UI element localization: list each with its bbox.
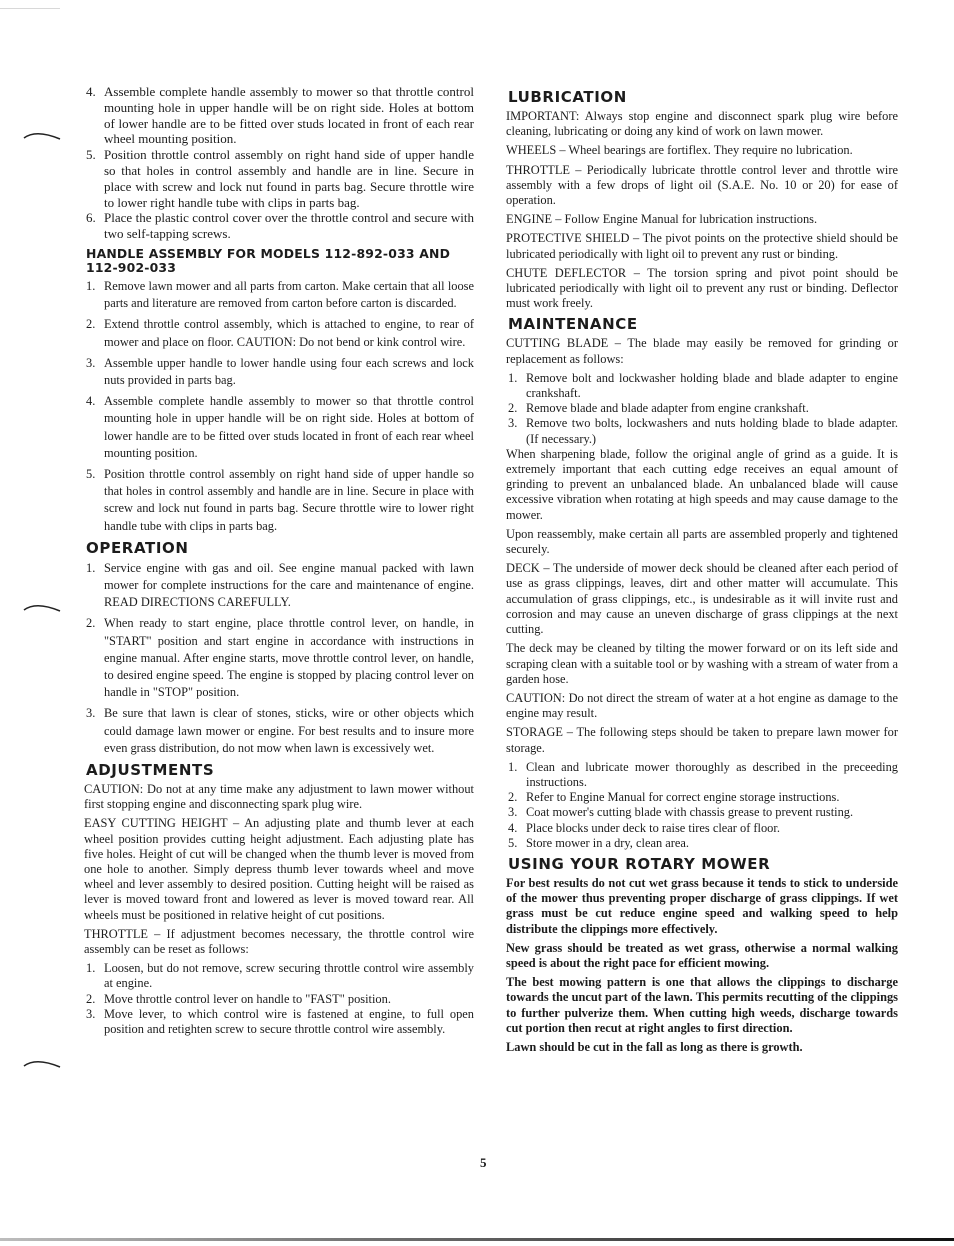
handle-assembly-steps [84, 278, 474, 535]
list-item: 2. Extend throttle control assembly, which is attached to engine, to rear of mower and place on floor. CAUTION: Do not bend or kink control wire. [86, 317, 474, 349]
binder-hole-mark-middle [22, 602, 62, 612]
handle-assembly-heading: HANDLE ASSEMBLY FOR MODELS 112-892-033 AND 112-902-033 [86, 245, 451, 275]
scan-artifact-bottom-edge [0, 1238, 954, 1241]
list-item: 5. Position throttle control assembly on right hand side of upper handle so that holes in control assembly and handle are in line. Secure in place with screw and lock nut found in parts bag. Secure throttle wire to lower right handle tube with clips in parts bag. [86, 147, 474, 210]
maintenance-heading: MAINTENANCE [508, 315, 638, 334]
list-item: 1. Remove lawn mower and all parts from carton. Make certain that all loose parts and literature are removed from carton before carton is discarded. [86, 278, 474, 311]
list-item: 4. Assemble complete handle assembly to mower so that throttle control mounting hole in upper handle will be on right side. Holes at bottom of lower handle are to be fitted over studs located in front of each rear wheel mounting position. [86, 394, 474, 460]
right-column [506, 84, 898, 1059]
list-item: 1. Service engine with gas and oil. See engine manual packed with lawn mower for complete instructions for the care and maintenance of engine. READ DIRECTIONS CAREFULLY. [86, 560, 474, 610]
throttle-adjustment-steps [84, 961, 474, 1037]
operation-heading: OPERATION [86, 538, 189, 557]
assembly-steps-continued [84, 84, 474, 242]
operation-steps [84, 560, 474, 757]
deck-paragraph: DECK – The underside of mower deck should be cleaned after each period of use as grass clippings, leaves, dirt and other matter will accumulate. This accumulation of grass clippings, etc., is undesirable as it will invite rust and corrosion and may cause an uneven discharge of grass clippings at the next cutting. [506, 561, 898, 637]
list-item: 6. Place the plastic control cover over the throttle control and secure with two self-tapping screws. [86, 210, 474, 242]
list-item: 4. Place blocks under deck to raise tires clear of floor. [508, 820, 780, 835]
blade-removal-steps [506, 371, 898, 447]
throttle-adjustment-paragraph: THROTTLE – If adjustment becomes necessary, the throttle control wire assembly can be reset as follows: [84, 926, 474, 957]
lubrication-wheels: WHEELS – Wheel bearings are fortiflex. They require no lubrication. [506, 143, 853, 158]
list-item: 3. Move lever, to which control wire is fastened at engine, to full open position and retighten screw to secure throttle control wire assembly. [86, 1006, 474, 1037]
lubrication-important: IMPORTANT: Always stop engine and disconnect spark plug wire before cleaning, lubricating or doing any kind of work on lawn mower. [506, 109, 898, 139]
deck-cleaning-paragraph: The deck may be cleaned by tilting the mower forward or on its left side and scraping clean with a suitable tool or by washing with a stream of water from a garden hose. [506, 641, 898, 686]
using-paragraph-fall-cutting: Lawn should be cut in the fall as long as there is growth. [506, 1039, 803, 1054]
using-paragraph-mowing-pattern: The best mowing pattern is one that allows the clippings to discharge towards the uncut part of the lawn. This permits recutting of the clippings to further pulverize them. When cutting high weeds, discharge towards cut portion then recut at right angles to first direction. [506, 975, 898, 1035]
lubrication-protective-shield: PROTECTIVE SHIELD – The pivot points on the protective shield should be lubricated periodically with light oil to prevent any rust or binding. [506, 231, 898, 261]
storage-steps [506, 760, 898, 851]
adjustments-heading: ADJUSTMENTS [86, 761, 215, 780]
deck-caution: CAUTION: Do not direct the stream of water at a hot engine as damage to the engine may result. [506, 690, 898, 721]
list-item: 4. Assemble complete handle assembly to mower so that throttle control mounting hole in upper handle will be on right side. Holes at bottom of lower handle are to be fitted over studs located in front of each rear wheel mounting position. [86, 84, 474, 147]
list-item: 1. Clean and lubricate mower thoroughly as described in the preceeding instructions. [508, 759, 898, 789]
using-paragraph-wet-grass: For best results do not cut wet grass because it tends to stick to underside of the mower thus preventing proper discharge of grass clippings. If wet grass must be cut reduce engine speed and walking speed to help distribute the clippings more effectively. [506, 875, 898, 936]
list-item: 2. Refer to Engine Manual for correct engine storage instructions. [508, 790, 840, 805]
lubrication-heading: LUBRICATION [508, 88, 627, 106]
list-item: 3. Coat mower's cutting blade with chassis grease to prevent rusting. [508, 805, 854, 820]
storage-paragraph: STORAGE – The following steps should be taken to prepare lawn mower for storage. [506, 725, 898, 755]
reassembly-paragraph: Upon reassembly, make certain all parts are assembled properly and tightened securely. [506, 526, 898, 557]
using-rotary-mower-heading: USING YOUR ROTARY MOWER [508, 854, 771, 873]
list-item: 5. Store mower in a dry, clean area. [508, 835, 689, 850]
list-item: 1. Loosen, but do not remove, screw securing throttle control wire assembly at engine. [86, 961, 474, 991]
cutting-blade-paragraph: CUTTING BLADE – The blade may easily be removed for grinding or replacement as follows: [506, 336, 898, 366]
page-number: 5 [480, 1155, 487, 1170]
binder-hole-mark-bottom [22, 1058, 62, 1068]
list-item: 1. Remove bolt and lockwasher holding blade and blade adapter to engine crankshaft. [508, 370, 898, 401]
using-paragraph-new-grass: New grass should be treated as wet grass, otherwise a normal walking speed is about the right pace for efficient mowing. [506, 940, 898, 970]
list-item: 2. When ready to start engine, place throttle control lever, on handle, in "START" position and start engine in accordance with instructions in engine manual. After engine starts, move throttle control lever, on handle, to desired engine speed. The engine is stopped by placing control lever on handle in "STOP" position. [86, 616, 474, 700]
list-item: 3. Be sure that lawn is clear of stones, sticks, wire or other objects which could damage lawn mower or engine. For best results and to insure more even grass distribution, do not mow when lawn is excessively wet. [86, 706, 474, 755]
list-item: 3. Remove two bolts, lockwashers and nuts holding blade to blade adapter. (If necessary.) [508, 416, 898, 446]
sharpening-paragraph: When sharpening blade, follow the original angle of grind as a guide. It is extremely important that each cutting edge receives an equal amount of grinding to prevent an unbalanced blade. An unbalanced blade will cause excessive vibration when rotating at high speeds and may cause damage to the mower. [506, 446, 898, 522]
list-item: 3. Assemble upper handle to lower handle using four each screws and lock nuts provided in parts bag. [86, 355, 474, 387]
lubrication-throttle: THROTTLE – Periodically lubricate throttle control lever and throttle wire assembly with a few drops of light oil (S.A.E. No. 10 or 20) for ease of operation. [506, 162, 898, 208]
lubrication-engine: ENGINE – Follow Engine Manual for lubrication instructions. [506, 212, 818, 227]
left-column [84, 84, 474, 1037]
lubrication-chute-deflector: CHUTE DEFLECTOR – The torsion spring and pivot point should be lubricated periodically with light oil to prevent any rust or binding. Deflector must work freely. [506, 265, 898, 311]
binder-hole-mark-top [22, 130, 62, 140]
list-item: 2. Move throttle control lever on handle to "FAST" position. [86, 991, 391, 1006]
scan-artifact-top [0, 8, 60, 9]
adjustments-caution: CAUTION: Do not at any time make any adjustment to lawn mower without first stopping engine and disconnecting spark plug wire. [84, 782, 474, 812]
list-item: 5. Position throttle control assembly on right hand side of upper handle so that holes in control assembly and handle are in line. Secure in place with screw and lock nut found in parts bag. Secure throttle wire to lower right handle tube with clips in parts bag. [86, 467, 474, 533]
list-item: 2. Remove blade and blade adapter from engine crankshaft. [508, 401, 809, 416]
easy-cutting-height-paragraph: EASY CUTTING HEIGHT – An adjusting plate and thumb lever at each wheel position provides cutting height adjustment. Each adjusting plate has five holes. Height of cut will be changed when the thumb lever is moved from one hole to another. Simply depress thumb lever towards wheel and move wheel and lever assembly to desired position. Cutting height will be raised as lever is moved toward front and lowered as lever is moved toward rear. All wheels must be positioned in relative height of cut positions. [84, 816, 474, 922]
